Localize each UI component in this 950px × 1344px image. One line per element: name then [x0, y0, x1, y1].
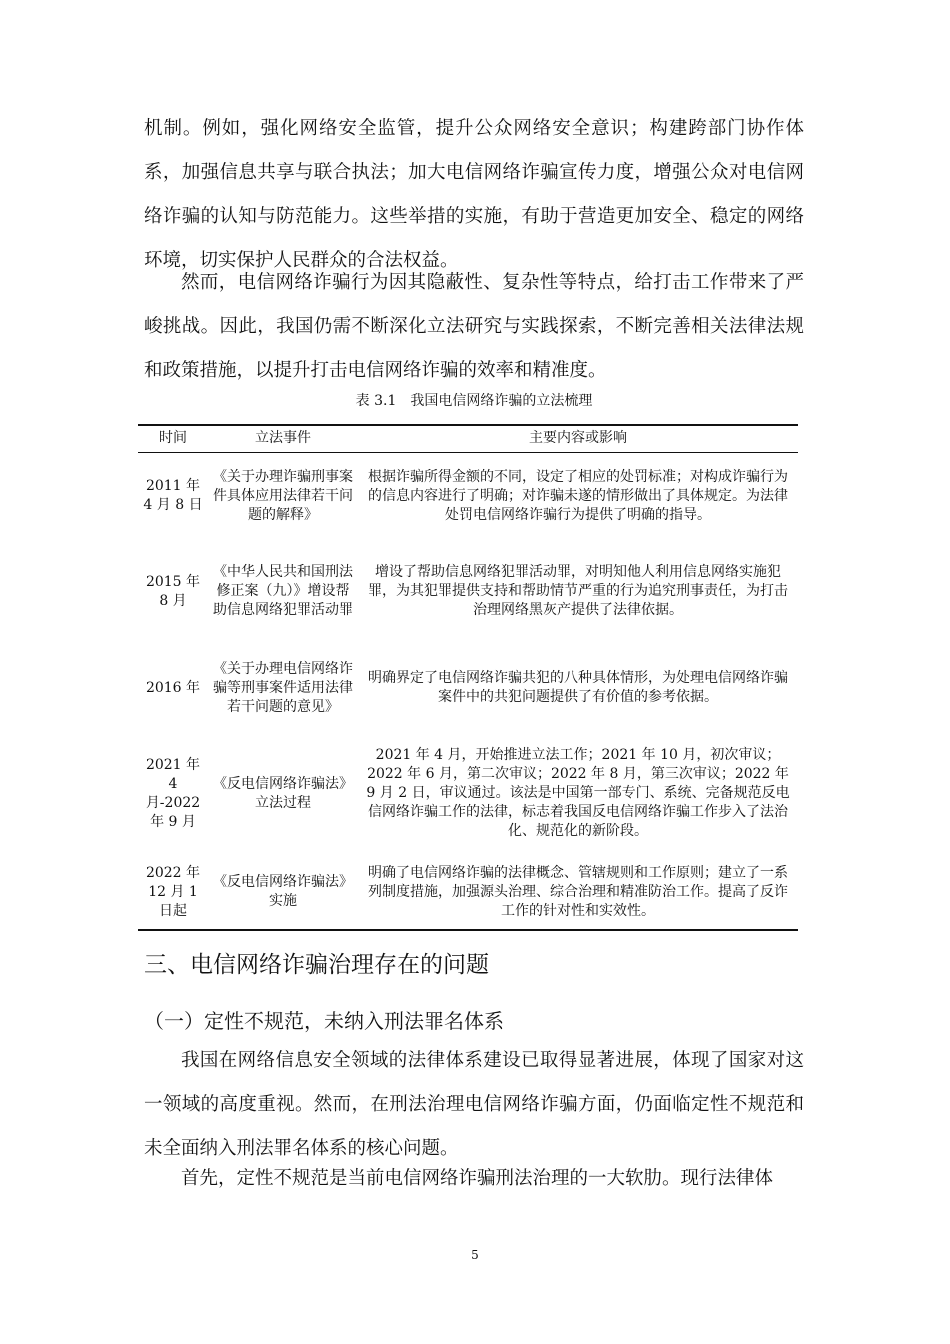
table-row	[138, 539, 798, 644]
cell-content: 2021 年 4 月，开始推进立法工作；2021 年 10 月，初次审议；2022 年 6 月，第二次审议；2022 年 8 月，第三次审议；2022 年 9 月 2 日，审议通过。该法是中国第一部专门、系统、完备规范反电信网络诈骗工作的法律，标志着我国反电信网络诈骗工作步入了法治化、规范化的新阶段。	[366, 747, 790, 839]
cell-content: 明确界定了电信网络诈骗共犯的八种具体情形，为处理电信网络诈骗案件中的共犯问题提供了有价值的参考依据。	[368, 670, 788, 705]
table-row	[138, 732, 798, 855]
cell-content: 明确了电信网络诈骗的法律概念、管辖规则和工作原则；建立了一系列制度措施，加强源头治理、综合治理和精准防治工作。提高了反诈工作的针对性和实效性。	[358, 855, 798, 930]
cell-content: 增设了帮助信息网络犯罪活动罪，对明知他人利用信息网络实施犯罪，为其犯罪提供支持和帮助情节严重的行为追究刑事责任，为打击治理网络黑灰产提供了法律依据。	[368, 564, 788, 618]
cell-event: 《反电信网络诈骗法》实施	[208, 855, 358, 930]
body-paragraph-3: 我国在网络信息安全领域的法律体系建设已取得显著进展，体现了国家对这一领域的高度重视。然而，在刑法治理电信网络诈骗方面，仍面临定性不规范和未全面纳入刑法罪名体系的核心问题。	[144, 1050, 804, 1159]
cell-content: 根据诈骗所得金额的不同，设定了相应的处罚标准；对构成诈骗行为的信息内容进行了明确；对诈骗未遂的情形做出了具体规定。为法律处罚电信网络诈骗行为提供了明确的指导。	[368, 468, 788, 523]
cell-time: 2022 年 12 月 1 日起	[138, 855, 208, 930]
body-paragraph-4: 首先，定性不规范是当前电信网络诈骗刑法治理的一大软肋。现行法律体	[181, 1168, 774, 1189]
table-header-row	[138, 425, 798, 453]
cell-time: 2016 年	[145, 679, 201, 696]
cell-time: 2011 年 4 月 8 日	[143, 478, 203, 513]
page-number: 5	[471, 1248, 479, 1262]
table-row	[138, 453, 798, 540]
legislation-table	[138, 424, 798, 931]
subsection-heading: （一）定性不规范，未纳入刑法罪名体系	[144, 1009, 504, 1033]
table-row	[138, 644, 798, 732]
header-event: 立法事件	[208, 425, 358, 453]
table-caption: 表 3.1 我国电信网络诈骗的立法梳理	[355, 393, 593, 409]
cell-event: 《关于办理诈骗刑事案件具体应用法律若干问题的解释》	[213, 468, 353, 523]
cell-time: 2015 年 8 月	[145, 573, 201, 609]
body-paragraph-1: 机制。例如，强化网络安全监管，提升公众网络安全意识；构建跨部门协作体系，加强信息共享与联合执法；加大电信网络诈骗宣传力度，增强公众对电信网络诈骗的认知与防范能力。这些举措的实施，有助于营造更加安全、稳定的网络环境，切实保护人民群众的合法权益。	[144, 118, 804, 271]
cell-event: 《关于办理电信网络诈骗等刑事案件适用法律若干问题的意见》	[213, 660, 353, 715]
table-row	[138, 855, 798, 930]
cell-time: 2021 年 4 月-2022 年 9 月	[145, 756, 201, 830]
header-content: 主要内容或影响	[358, 425, 798, 453]
body-paragraph-2: 然而，电信网络诈骗行为因其隐蔽性、复杂性等特点，给打击工作带来了严峻挑战。因此，我国仍需不断深化立法研究与实践探索，不断完善相关法律法规和政策措施，以提升打击电信网络诈骗的效率和精准度。	[144, 272, 804, 381]
cell-event: 《中华人民共和国刑法修正案（九）》增设帮助信息网络犯罪活动罪	[213, 564, 353, 618]
header-time: 时间	[138, 425, 208, 453]
section-heading: 三、电信网络诈骗治理存在的问题	[144, 952, 489, 978]
cell-event: 《反电信网络诈骗法》立法过程	[213, 775, 353, 811]
